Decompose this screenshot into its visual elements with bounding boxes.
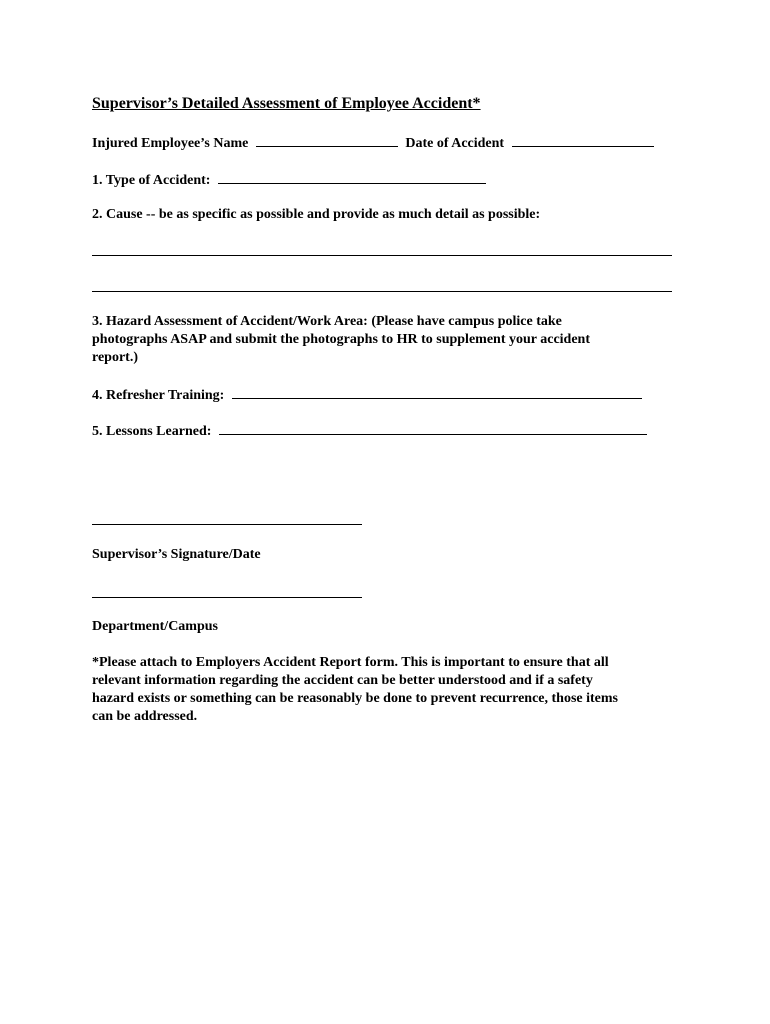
date-of-accident-field[interactable] bbox=[512, 133, 654, 147]
note-line-1: *Please attach to Employers Accident Report form. This is important to ensure that all bbox=[92, 655, 609, 670]
hazard-text-line-3: report.) bbox=[92, 350, 138, 365]
refresher-training-field[interactable] bbox=[232, 385, 642, 399]
type-of-accident-row bbox=[92, 170, 490, 190]
department-field-line[interactable] bbox=[92, 597, 362, 598]
type-of-accident-label: 1. Type of Accident: bbox=[92, 173, 211, 188]
lessons-learned-row bbox=[92, 421, 651, 441]
department-label: Department/Campus bbox=[92, 619, 218, 634]
injured-employee-field[interactable] bbox=[256, 133, 398, 147]
form-title: Supervisor’s Detailed Assessment of Employee Accident* bbox=[92, 95, 481, 112]
cause-label: 2. Cause -- be as specific as possible and provide as much detail as possible: bbox=[92, 207, 541, 222]
lessons-learned-field[interactable] bbox=[219, 421, 647, 435]
signature-field-line[interactable] bbox=[92, 524, 362, 525]
hazard-text-line-2: photographs ASAP and submit the photographs to HR to supplement your accident bbox=[92, 332, 590, 347]
date-of-accident-label: Date of Accident bbox=[405, 136, 505, 151]
refresher-training-row bbox=[92, 385, 646, 405]
note-line-3: hazard exists or something can be reasonably be done to prevent recurrence, those items bbox=[92, 691, 618, 706]
hazard-text-line-1: 3. Hazard Assessment of Accident/Work Area: (Please have campus police take bbox=[92, 314, 562, 329]
injured-employee-row bbox=[92, 133, 658, 153]
signature-label: Supervisor’s Signature/Date bbox=[92, 547, 261, 562]
cause-field-line-1[interactable] bbox=[92, 255, 672, 256]
lessons-learned-label: 5. Lessons Learned: bbox=[92, 424, 212, 439]
cause-field-line-2[interactable] bbox=[92, 291, 672, 292]
injured-employee-label: Injured Employee’s Name bbox=[92, 136, 249, 151]
refresher-training-label: 4. Refresher Training: bbox=[92, 388, 225, 403]
note-line-2: relevant information regarding the accident can be better understood and if a safety bbox=[92, 673, 593, 688]
type-of-accident-field[interactable] bbox=[218, 170, 486, 184]
note-line-4: can be addressed. bbox=[92, 709, 198, 724]
